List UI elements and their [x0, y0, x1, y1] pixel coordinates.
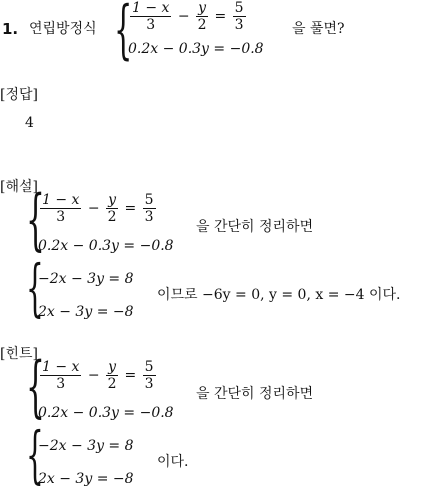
left-brace: {	[26, 418, 44, 491]
problem-number: 1.	[2, 20, 19, 38]
fraction: $\frac{y}{2}$	[197, 0, 207, 33]
problem-intro: 연립방정식	[29, 21, 97, 37]
hint-system1-eq2: 0.2x − 0.3y = −0.8	[38, 405, 174, 421]
solution-system1-eq1: $\frac{1 - x}{3}$ − $\frac{y}{2}$ = $\frac{5}{3}$	[42, 192, 154, 225]
fraction: $\frac{1 - x}{3}$	[132, 0, 170, 33]
left-brace: {	[26, 181, 45, 258]
solution-label: [해설]	[0, 179, 38, 195]
solution-system2-eq1: −2x − 3y = 8	[38, 271, 134, 287]
hint-system1-eq1: $\frac{1 - x}{3}$ − $\frac{y}{2}$ = $\frac{5}{3}$	[42, 359, 154, 392]
answer-label: [정답]	[0, 87, 38, 103]
hint-system1-suffix: 을 간단히 정리하면	[196, 386, 314, 402]
problem-equation-1: $\frac{1 - x}{3}$ − $\frac{y}{2}$ = $\frac{5}{3}$	[132, 0, 244, 33]
left-brace: {	[114, 0, 133, 67]
left-brace: {	[26, 348, 45, 425]
hint-label: [힌트]	[0, 346, 38, 362]
fraction: $\frac{5}{3}$	[234, 0, 244, 33]
solution-system2-suffix: 이므로 −6y = 0, y = 0, x = −4 이다.	[157, 287, 401, 303]
hint-system2-eq2: 2x − 3y = −8	[38, 471, 134, 487]
solution-system1-eq2: 0.2x − 0.3y = −0.8	[38, 238, 174, 254]
left-brace: {	[26, 251, 44, 324]
solution-system1-suffix: 을 간단히 정리하면	[196, 219, 314, 235]
problem-suffix: 을 풀면?	[292, 21, 345, 37]
solution-system2-eq2: 2x − 3y = −8	[38, 304, 134, 320]
hint-system2-eq1: −2x − 3y = 8	[38, 438, 134, 454]
answer-value: 4	[25, 115, 34, 131]
problem-equation-2: 0.2x − 0.3y = −0.8	[128, 41, 264, 57]
hint-system2-suffix: 이다.	[157, 454, 189, 470]
